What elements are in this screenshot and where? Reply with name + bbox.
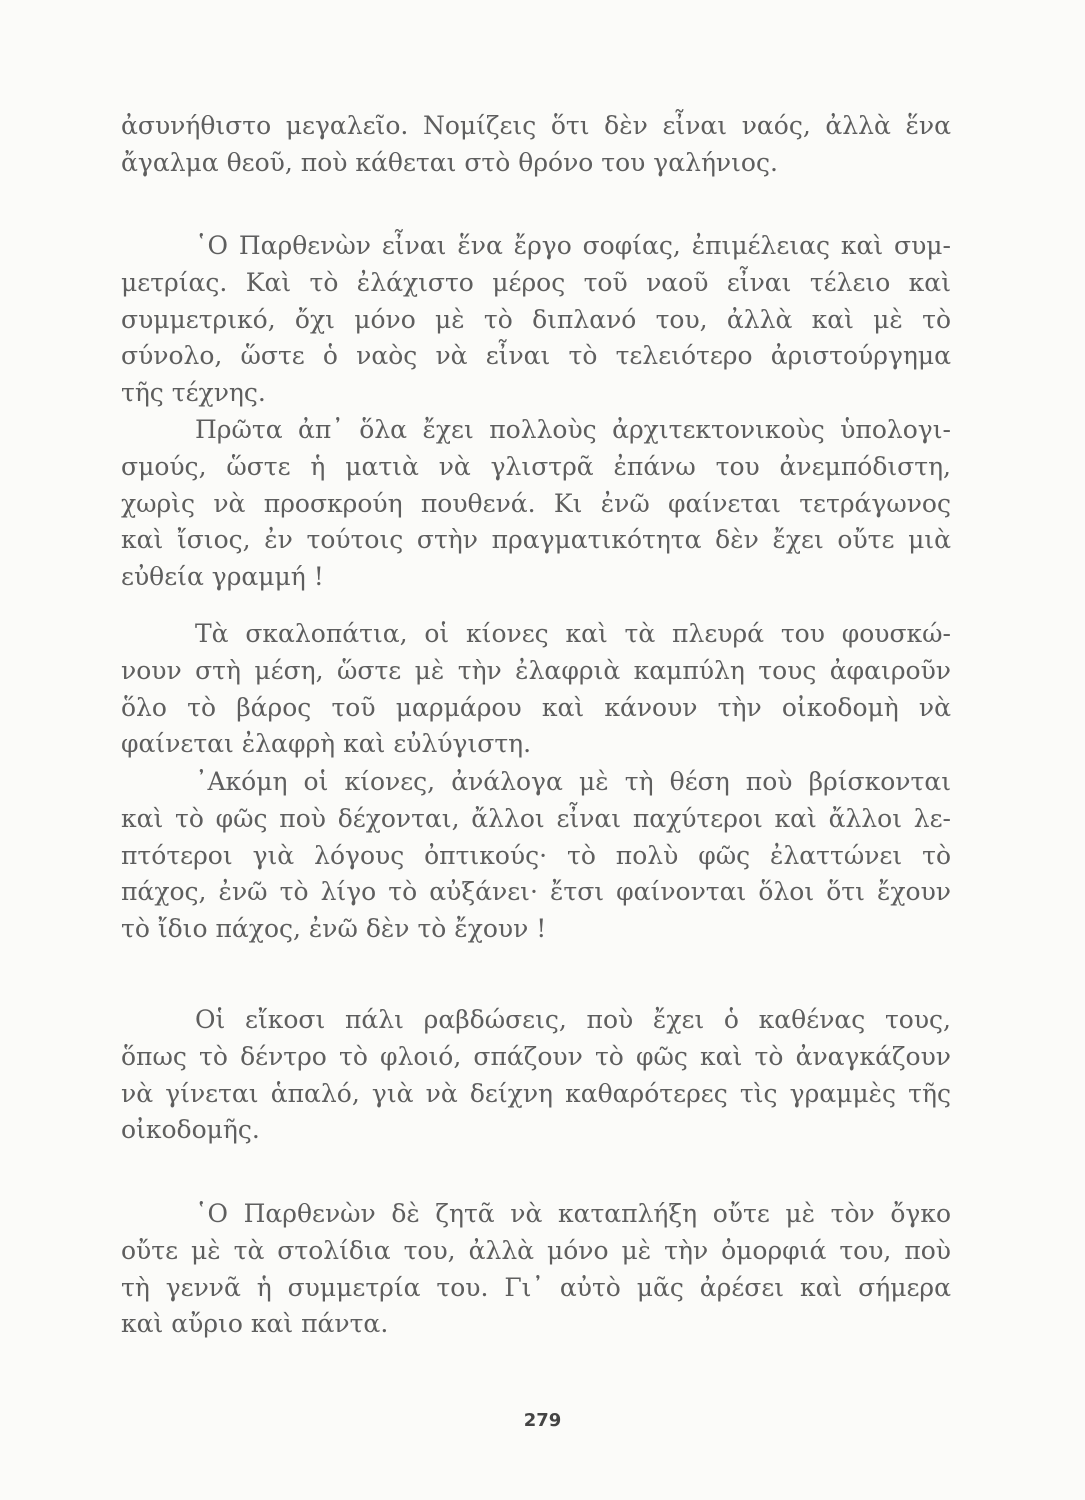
text-line: οὔτε μὲ τὰ στολίδια του, ἀλλὰ μόνο μὲ τὴν ὀμορφιά του, ποὺ <box>121 1235 951 1265</box>
text-line: ὅλο τὸ βάρος τοῦ μαρμάρου καὶ κάνουν τὴν οἰκοδομὴ νὰ <box>121 692 951 722</box>
text-line: νὰ γίνεται ἁπαλό, γιὰ νὰ δείχνη καθαρότερες τὶς γραμμὲς τῆς <box>121 1078 951 1108</box>
text-line: τῆς τέχνης. <box>121 378 266 408</box>
text-line: ῾Ο Παρθενὼν εἶναι ἕνα ἔργο σοφίας, ἐπιμέλειας καὶ συμ- <box>195 231 951 260</box>
text-line: καὶ τὸ φῶς ποὺ δέχονται, ἄλλοι εἶναι παχύτεροι καὶ ἄλλοι λε- <box>121 803 951 833</box>
paragraph-parthenon-wisdom <box>121 228 951 412</box>
text-line: σύνολο, ὥστε ὁ ναὸς νὰ εἶναι τὸ τελειότερο ἀριστούργημα <box>121 341 951 371</box>
text-line: ᾿Ακόμη οἱ κίονες, ἀνάλογα μὲ τὴ θέση ποὺ βρίσκονται <box>195 767 951 796</box>
text-line: εὐθεία γραμμή ! <box>121 562 324 592</box>
paragraph-symmetry-beauty <box>121 1196 951 1343</box>
page-number: 279 <box>523 1410 562 1431</box>
text-line: ἀσυνήθιστο μεγαλεῖο. Νομίζεις ὅτι δὲν εἶναι ναός, ἀλλὰ ἕνα <box>121 111 951 140</box>
paragraph-continuation <box>121 108 951 182</box>
paragraph-architectural-calculations <box>121 412 951 596</box>
text-line: ῾Ο Παρθενὼν δὲ ζητᾶ νὰ καταπλήξη οὔτε μὲ τὸν ὄγκο <box>195 1199 951 1228</box>
paragraph-column-thickness <box>121 764 951 948</box>
text-line: τὸ ἴδιο πάχος, ἐνῶ δὲν τὸ ἔχουν ! <box>121 914 547 944</box>
text-line: συμμετρικό, ὄχι μόνο μὲ τὸ διπλανό του, ἀλλὰ καὶ μὲ τὸ <box>121 304 951 334</box>
text-line: πάχος, ἐνῶ τὸ λίγο τὸ αὐξάνει· ἔτσι φαίνονται ὅλοι ὅτι ἔχουν <box>121 877 951 907</box>
text-line: σμούς, ὥστε ἡ ματιὰ νὰ γλιστρᾶ ἐπάνω του ἀνεμπόδιστη, <box>121 451 951 481</box>
text-line: καὶ αὔριο καὶ πάντα. <box>121 1309 389 1339</box>
text-line: Οἱ εἴκοσι πάλι ραβδώσεις, ποὺ ἔχει ὁ καθένας τους, <box>195 1005 951 1034</box>
text-line: Τὰ σκαλοπάτια, οἱ κίονες καὶ τὰ πλευρά του φουσκώ- <box>195 619 951 648</box>
text-line: τὴ γεννᾶ ἡ συμμετρία του. Γι᾽ αὐτὸ μᾶς ἀρέσει καὶ σήμερα <box>121 1272 951 1302</box>
text-line: νουν στὴ μέση, ὥστε μὲ τὴν ἐλαφριὰ καμπύλη τους ἀφαιροῦν <box>121 655 951 685</box>
paragraph-steps-columns <box>121 616 951 763</box>
text-line: φαίνεται ἐλαφρὴ καὶ εὐλύγιστη. <box>121 729 532 759</box>
text-line: Πρῶτα ἀπ᾽ ὅλα ἔχει πολλοὺς ἀρχιτεκτονικοὺς ὑπολογι- <box>195 415 951 444</box>
text-line: ὅπως τὸ δέντρο τὸ φλοιό, σπάζουν τὸ φῶς καὶ τὸ ἀναγκάζουν <box>121 1041 951 1071</box>
text-line: μετρίας. Καὶ τὸ ἐλάχιστο μέρος τοῦ ναοῦ εἶναι τέλειο καὶ <box>121 267 951 297</box>
text-line: οἰκοδομῆς. <box>121 1115 260 1145</box>
text-line: πτότεροι γιὰ λόγους ὀπτικούς· τὸ πολὺ φῶς ἐλαττώνει τὸ <box>121 840 951 870</box>
text-line: ἄγαλμα θεοῦ, ποὺ κάθεται στὸ θρόνο του γαλήνιος. <box>121 147 778 177</box>
text-line: καὶ ἴσιος, ἐν τούτοις στὴν πραγματικότητα δὲν ἔχει οὔτε μιὰ <box>121 525 951 555</box>
text-line: χωρὶς νὰ προσκρούη πουθενά. Κι ἐνῶ φαίνεται τετράγωνος <box>121 488 951 518</box>
paragraph-flutings <box>121 1002 951 1149</box>
